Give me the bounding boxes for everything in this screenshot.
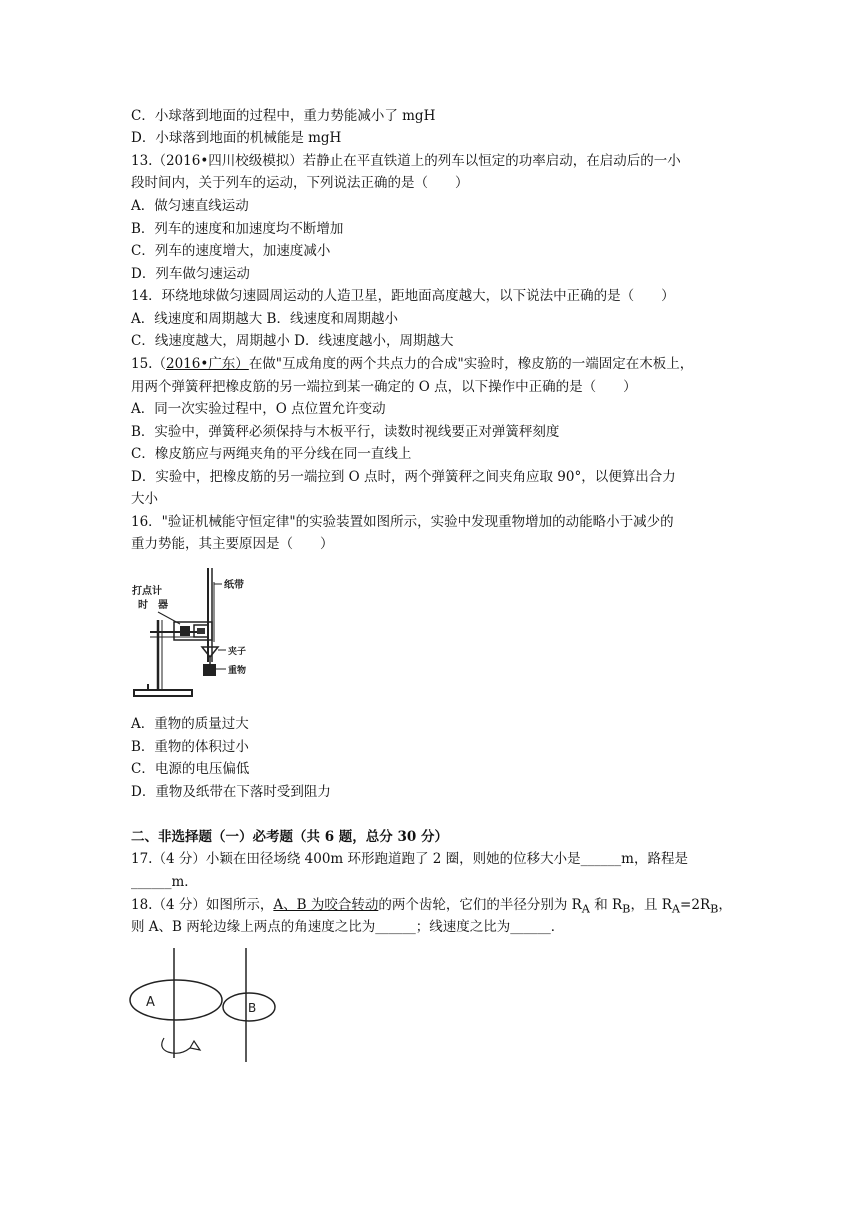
q15-stem-line2: 用两个弹簧秤把橡皮筋的另一端拉到某一确定的 O 点，以下操作中正确的是（ ） <box>131 379 637 395</box>
q17-stem-line1: 17.（4 分）小颖在田径场绕 400m 环形跑道跑了 2 圈，则她的位移大小是______m，路程是 <box>131 851 688 867</box>
q12-option-d: D．小球落到地面的机械能是 mgH <box>131 130 342 146</box>
fig16-label-weight: 重物 <box>228 666 247 676</box>
q13-option-a: A．做匀速直线运动 <box>131 198 249 214</box>
q15-option-a: A．同一次实验过程中，O 点位置允许变动 <box>131 401 386 417</box>
q13-option-c: C．列车的速度增大，加速度减小 <box>131 243 331 259</box>
q18-and: 和 R <box>589 897 623 913</box>
q18-sub-b: B <box>622 902 631 916</box>
fig18-label-a: A <box>146 995 155 1010</box>
q18-underlined-text: A、B 为咬合转动 <box>273 897 379 913</box>
q17-stem-line2: ______m． <box>131 874 198 890</box>
q16-option-c: C．电源的电压偏低 <box>131 761 250 777</box>
q18-sub-a: A <box>581 902 590 916</box>
fig18-label-b: B <box>248 1001 257 1015</box>
fig16-label-clip: 夹子 <box>228 647 247 657</box>
q18-sub-a2: A <box>671 902 681 916</box>
q15-option-b: B．实验中，弹簧秤必须保持与木板平行，读数时视线要正对弹簧秤刻度 <box>131 424 560 440</box>
q13-stem-line1: 13.（2016•四川校级模拟）若静止在平直铁道上的列车以恒定的功率启动，在启动后的一小 <box>131 153 681 169</box>
q18-sub-b2: B <box>710 902 719 916</box>
q18-cond1: ，且 R <box>630 897 672 913</box>
fig16-label-timer-2: 时 器 <box>138 600 168 611</box>
q18-stem-line1 <box>131 895 732 920</box>
q15-option-d-line1: D．实验中，把橡皮筋的另一端拉到 O 点时，两个弹簧秤之间夹角应取 90°，以便算出合力 <box>131 469 676 485</box>
q18-end: ， <box>718 897 732 913</box>
q18-stem-line2: 则 A、B 两轮边缘上两点的角速度之比为______；线速度之比为______． <box>131 919 565 935</box>
q15-stem-line1 <box>131 354 693 374</box>
section-heading: 二、非选择题（一）必考题（共 6 题，总分 30 分） <box>131 829 448 845</box>
q18-prefix: 18.（4 分）如图所示， <box>131 897 274 913</box>
q18-gears-figure <box>128 946 288 1066</box>
q16-apparatus-figure <box>128 562 278 707</box>
q15-stem-text: 在做"互成角度的两个共点力的合成"实验时，橡皮筋的一端固定在木板上， <box>248 356 694 372</box>
q14-stem: 14．环绕地球做匀速圆周运动的人造卫星，距地面高度越大，以下说法中正确的是（ ） <box>131 288 675 304</box>
q18-middle: 的两个齿轮，它们的半径分别为 R <box>378 897 582 913</box>
q16-option-d: D．重物及纸带在下落时受到阻力 <box>131 784 331 800</box>
fig16-label-timer-1: 打点计 <box>132 586 162 597</box>
q13-option-d: D．列车做匀速运动 <box>131 266 250 282</box>
q14-options-ab: A．线速度和周期越大 B．线速度和周期越小 <box>131 311 398 327</box>
fig16-label-tape: 纸带 <box>224 580 244 591</box>
q16-stem-line1: 16．"验证机械能守恒定律"的实验装置如图所示，实验中发现重物增加的动能略小于减少的 <box>131 514 674 530</box>
q16-stem-line2: 重力势能，其主要原因是（ ） <box>131 536 334 552</box>
q15-option-c: C．橡皮筋应与两绳夹角的平分线在同一直线上 <box>131 446 412 462</box>
q14-options-cd: C．线速度越大，周期越小 D．线速度越小，周期越大 <box>131 333 454 349</box>
q13-stem-line2: 段时间内，关于列车的运动，下列说法正确的是（ ） <box>131 175 469 191</box>
q15-source-link[interactable]: 2016•广东） <box>165 356 249 372</box>
q15-option-d-line2: 大小 <box>131 491 158 507</box>
q18-cond2: =2R <box>680 897 711 913</box>
q12-option-c: C．小球落到地面的过程中，重力势能减小了 mgH <box>131 108 436 124</box>
q16-option-b: B．重物的体积过小 <box>131 739 249 755</box>
q16-option-a: A．重物的质量过大 <box>131 716 249 732</box>
q13-option-b: B．列车的速度和加速度均不断增加 <box>131 221 344 237</box>
q15-number: 15.（ <box>131 356 166 372</box>
